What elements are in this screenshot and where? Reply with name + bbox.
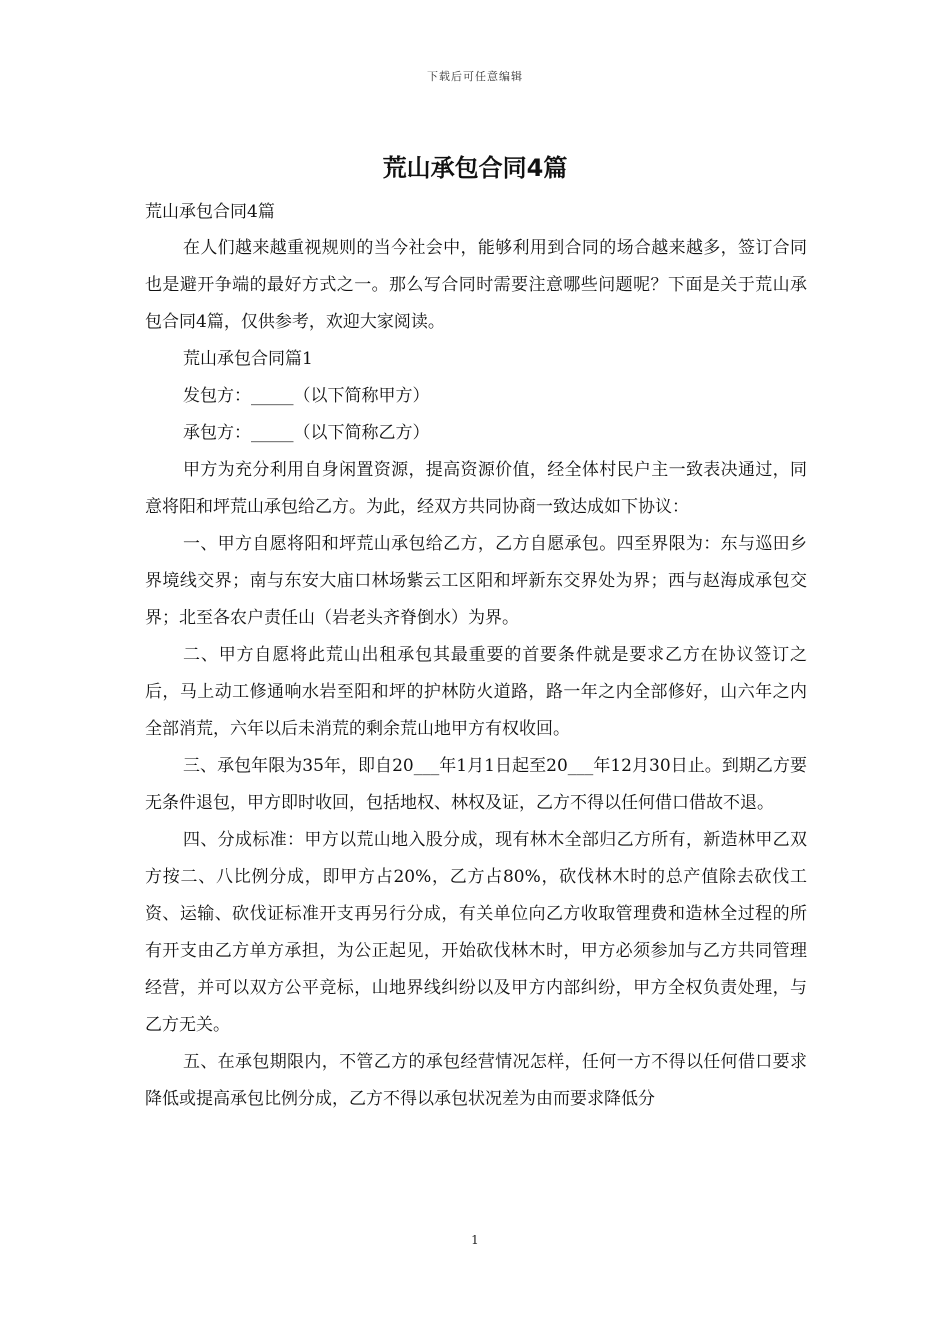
clause-2-paragraph: 二、甲方自愿将此荒山出租承包其最重要的首要条件就是要求乙方在协议签订之后，马上动工修通响水岩至阳和坪的护林防火道路，路一年之内全部修好，山六年之内全部消荒，六年以后未消荒的剩余荒山地甲方有权收回。 [145, 645, 807, 739]
party-a-line: 发包方：_____（以下简称甲方） [183, 386, 430, 406]
clause-5-paragraph: 五、在承包期限内，不管乙方的承包经营情况怎样，任何一方不得以任何借口要求降低或提高承包比例分成，乙方不得以承包状况差为由而要求降低分 [145, 1052, 807, 1109]
party-b-line: 承包方：_____（以下简称乙方） [183, 423, 430, 443]
intro-paragraph: 在人们越来越重视规则的当今社会中，能够利用到合同的场合越来越多，签订合同也是避开争端的最好方式之一。那么写合同时需要注意哪些问题呢？下面是关于荒山承包合同4篇，仅供参考，欢迎大家阅读。 [145, 238, 807, 332]
document-subtitle: 荒山承包合同4篇 [145, 202, 275, 222]
section-heading: 荒山承包合同篇1 [183, 349, 313, 369]
preamble-paragraph: 甲方为充分利用自身闲置资源，提高资源价值，经全体村民户主一致表决通过，同意将阳和坪荒山承包给乙方。为此，经双方共同协商一致达成如下协议： [145, 460, 807, 517]
clause-3-paragraph: 三、承包年限为35年，即自20___年1月1日起至20___年12月30日止。到期乙方要无条件退包，甲方即时收回，包括地权、林权及证，乙方不得以任何借口借故不退。 [145, 756, 807, 813]
page-number: 1 [471, 1233, 479, 1247]
document-title: 荒山承包合同4篇 [382, 154, 568, 182]
clause-4-paragraph: 四、分成标准：甲方以荒山地入股分成，现有林木全部归乙方所有，新造林甲乙双方按二、八比例分成，即甲方占20%，乙方占80%，砍伐林木时的总产值除去砍伐工资、运输、砍伐证标准开支再另行分成，有关单位向乙方收取管理费和造林全过程的所有开支由乙方单方承担，为公正起见，开始砍伐林木时，甲方必须参加与乙方共同管理经营，并可以双方公平竞标，山地界线纠纷以及甲方内部纠纷，甲方全权负责处理，与乙方无关。 [145, 830, 807, 1035]
clause-1-paragraph: 一、甲方自愿将阳和坪荒山承包给乙方，乙方自愿承包。四至界限为：东与巡田乡界境线交界；南与东安大庙口林场紫云工区阳和坪新东交界处为界；西与赵海成承包交界；北至各农户责任山（岩老头齐脊倒水）为界。 [145, 534, 807, 628]
document-body [145, 195, 807, 1118]
page-header-note: 下载后可任意编辑 [427, 70, 523, 83]
